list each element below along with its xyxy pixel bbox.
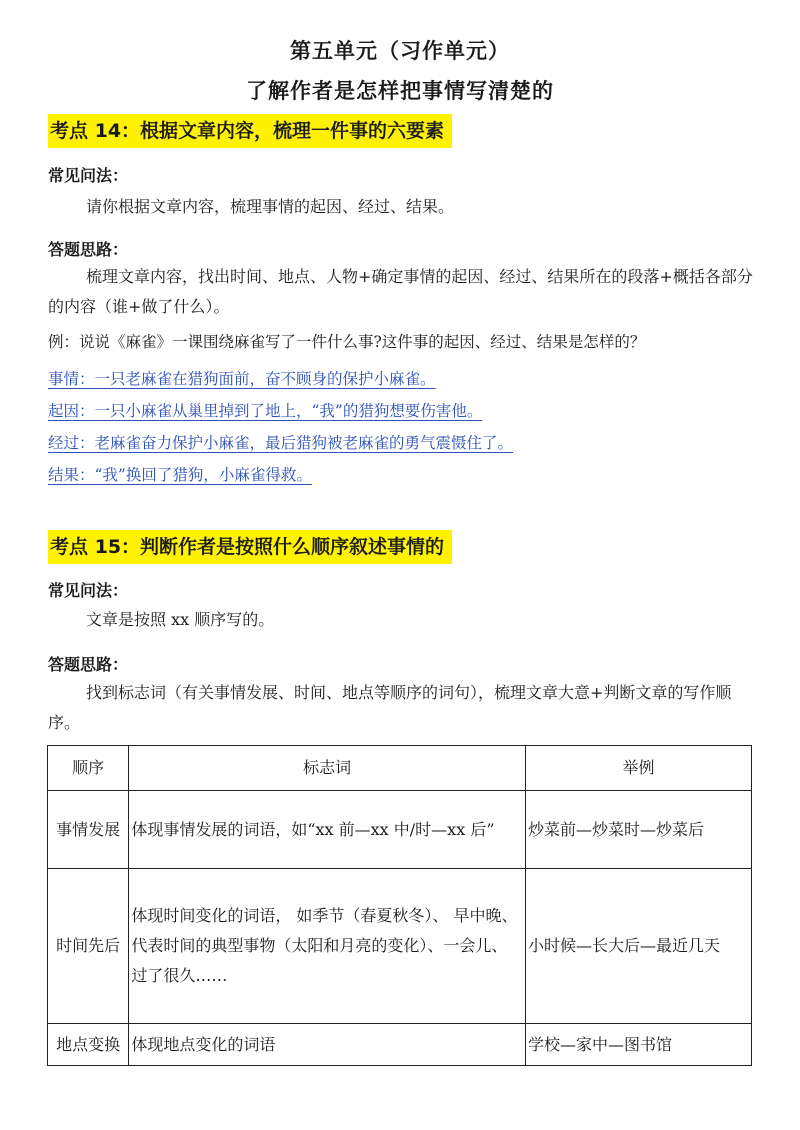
page-subtitle: 了解作者是怎样把事情写清楚的 [246, 79, 554, 103]
order-table [47, 745, 752, 1066]
row-example: 小时候—长大后—最近几天 [526, 869, 752, 1024]
table-row [48, 1024, 752, 1066]
section-15-answer-label: 答题思路： [48, 655, 129, 674]
row-order: 时间先后 [48, 869, 129, 1024]
row-order: 事情发展 [48, 791, 129, 869]
answer-process: 经过：老麻雀奋力保护小麻雀，最后猎狗被老麻雀的勇气震慑住了。 [48, 434, 514, 452]
header-example: 举例 [526, 746, 752, 791]
unit-title: 第五单元（习作单元） [290, 39, 510, 63]
answer-event: 事情：一只老麻雀在猎狗面前，奋不顾身的保护小麻雀。 [48, 370, 436, 388]
section-14-answer-text: 梳理文章内容，找出时间、地点、人物+确定事情的起因、经过、结果所在的段落+概括各部分的内容（谁+做了什么）。 [48, 267, 753, 316]
section-14-question-label: 常见问法： [48, 166, 129, 185]
row-marker: 体现时间变化的词语， 如季节（春夏秋冬）、 早中晚、代表时间的典型事物（太阳和月亮的变化）、一会儿、 过了很久…… [129, 869, 526, 1024]
answer-cause: 起因：一只小麻雀从巢里掉到了地上，“我”的猎狗想要伤害他。 [48, 402, 483, 420]
section-15-answer-text: 找到标志词（有关事情发展、时间、地点等顺序的词句），梳理文章大意+判断文章的写作顺序。 [48, 683, 732, 732]
table-row [48, 791, 752, 869]
header-marker: 标志词 [129, 746, 526, 791]
row-example: 学校—家中—图书馆 [526, 1024, 752, 1066]
answer-result: 结果：“我”换回了猎狗，小麻雀得救。 [48, 466, 312, 484]
row-marker: 体现地点变化的词语 [129, 1024, 526, 1066]
header-order: 顺序 [48, 746, 129, 791]
section-15-question-text: 文章是按照 xx 顺序写的。 [86, 610, 275, 629]
section-15-heading: 考点 15：判断作者是按照什么顺序叙述事情的 [48, 530, 452, 564]
section-14-answer-label: 答题思路： [48, 240, 129, 259]
table-row [48, 869, 752, 1024]
section-15-question-label: 常见问法： [48, 581, 129, 600]
section-14-example-question: 例：说说《麻雀》一课围绕麻雀写了一件什么事?这件事的起因、经过、结果是怎样的？ [48, 333, 646, 351]
section-14-heading: 考点 14：根据文章内容，梳理一件事的六要素 [48, 114, 452, 148]
row-example: 炒菜前—炒菜时—炒菜后 [526, 791, 752, 869]
row-marker: 体现事情发展的词语，如“xx 前—xx 中/时—xx 后” [129, 791, 526, 869]
section-14-question-text: 请你根据文章内容，梳理事情的起因、经过、结果。 [86, 197, 455, 216]
table-header-row [48, 746, 752, 791]
row-order: 地点变换 [48, 1024, 129, 1066]
